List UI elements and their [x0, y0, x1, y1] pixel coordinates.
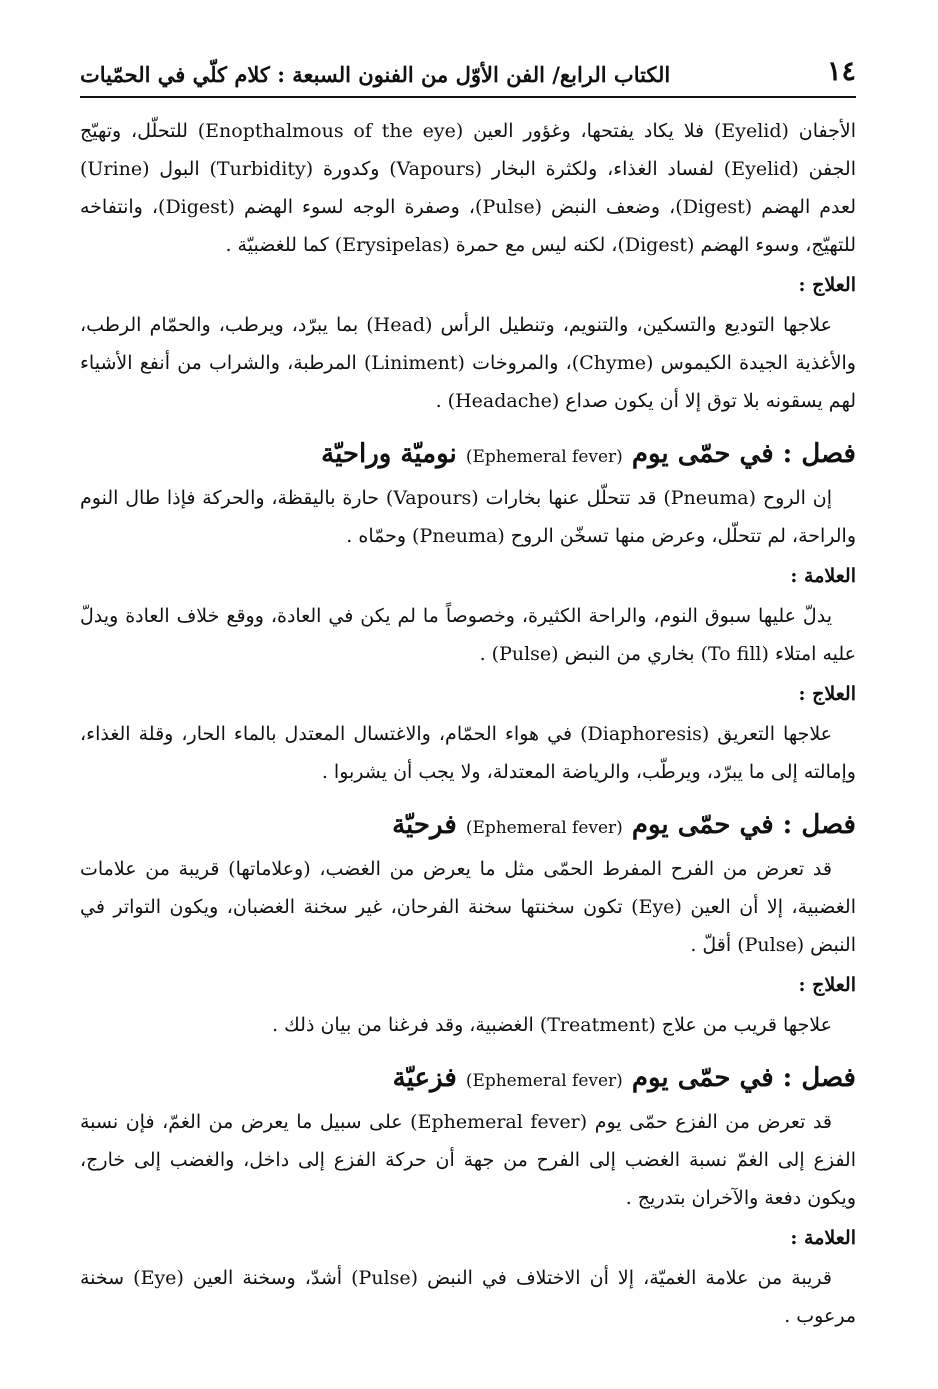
section-title-prefix: فصل : في حمّى يوم: [631, 810, 856, 840]
section-title-prefix: فصل : في حمّى يوم: [631, 439, 856, 469]
section-title-prefix: فصل : في حمّى يوم: [631, 1063, 856, 1093]
section-title-suffix: فرحيّة: [392, 810, 457, 840]
section-title-sleep-rest: [80, 434, 856, 477]
running-title: الكتاب الرابع/ الفن الأوّل من الفنون السبعة : كلام كلّي في الحمّيات: [80, 62, 671, 87]
section-title-latin: (Ephemeral fever): [465, 818, 623, 838]
book-page: [80, 52, 856, 1335]
intro-treatment-label: العلاج :: [798, 274, 856, 296]
section-sign-text: يدلّ عليها سبوق النوم، والراحة الكثيرة، وخصوصاً ما لم يكن في العادة، ووقع خلاف العادة ويدلّ عليه امتلاء (To fill) بخاري من النبض (Pulse) .: [80, 605, 856, 665]
section-sign-label: العلامة :: [790, 1227, 856, 1249]
intro-treatment-text: علاجها التوديع والتسكين، والتنويم، وتنطيل الرأس (Head) بما يبرّد، ويرطب، والحمّام الرطب، والأغذية الجيدة الكيموس (Chyme)، والمروخات (Liniment) المرطبة، والشراب من أنفع الأشياء لهم يسقونه بلا توق إلا أن يكون صداع (Headache) .: [80, 314, 856, 412]
intro-paragraph: الأجفان (Eyelid) فلا يكاد يفتحها، وغؤور العين (Enopthalmous of the eye) للتحلّل، وتهيّج الجفن (Eyelid) لفساد الغذاء، ولكثرة البخار (Vapours) وكدورة (Turbidity) البول (Urine) لعدم الهضم (Digest)، وضعف النبض (Pulse)، وصفرة الوجه لسوء الهضم (Digest)، وانتفاخه للتهيّج، وسوء الهضم (Digest)، لكنه ليس مع حمرة (Erysipelas) كما للغضبيّة .: [80, 120, 856, 256]
section-treatment-text: علاجها قريب من علاج (Treatment) الغضبية، وقد فرغنا من بيان ذلك .: [272, 1014, 832, 1036]
section-treatment-label: العلاج :: [798, 974, 856, 996]
section-treatment-text: علاجها التعريق (Diaphoresis) في هواء الحمّام، والاغتسال المعتدل بالماء الحار، وقلة الغذاء، وإمالته إلى ما يبرّد، ويرطّب، والرياضة المعتدلة، ولا يجب أن يشربوا .: [80, 723, 856, 783]
section-body: قد تعرض من الفزع حمّى يوم (Ephemeral fever) على سبيل ما يعرض من الغمّ، فإن نسبة الفزع إلى الغمّ نسبة الغضب إلى الفرح من جهة أن حركة الفزع إلى داخل، والغضب إلى خارج، ويكون دفعة والآخران بتدريج .: [80, 1111, 856, 1209]
section-treatment-label: العلاج :: [798, 683, 856, 705]
page-number: ١٤: [826, 56, 856, 87]
section-sign-text: قريبة من علامة الغميّة، إلا أن الاختلاف في النبض (Pulse) أشدّ، وسخنة العين (Eye) سخنة مرعوب .: [80, 1267, 856, 1327]
section-body: إن الروح (Pneuma) قد تتحلّل عنها بخارات (Vapours) حارة باليقظة، والحركة فإذا طال النوم والراحة، لم تتحلّل، وعرض منها تسخّن الروح (Pneuma) وحمّاه .: [80, 487, 856, 547]
section-title-latin: (Ephemeral fever): [465, 447, 623, 467]
section-body: قد تعرض من الفرح المفرط الحمّى مثل ما يعرض من الغضب، (وعلاماتها) قريبة من علامات الغضبية، إلا أن العين (Eye) تكون سخنتها سخنة الفرحان، غير سخنة الغضبان، ويكون التواتر في النبض (Pulse) أقلّ .: [80, 858, 856, 956]
section-title-joy: [80, 805, 856, 848]
running-header: [80, 52, 856, 98]
page-body: [80, 98, 856, 1335]
section-title-suffix: فزعيّة: [392, 1063, 457, 1093]
section-title-suffix: نوميّة وراحيّة: [321, 439, 457, 469]
section-sign-label: العلامة :: [790, 565, 856, 587]
section-title-fear: [80, 1058, 856, 1101]
section-title-latin: (Ephemeral fever): [465, 1071, 623, 1091]
